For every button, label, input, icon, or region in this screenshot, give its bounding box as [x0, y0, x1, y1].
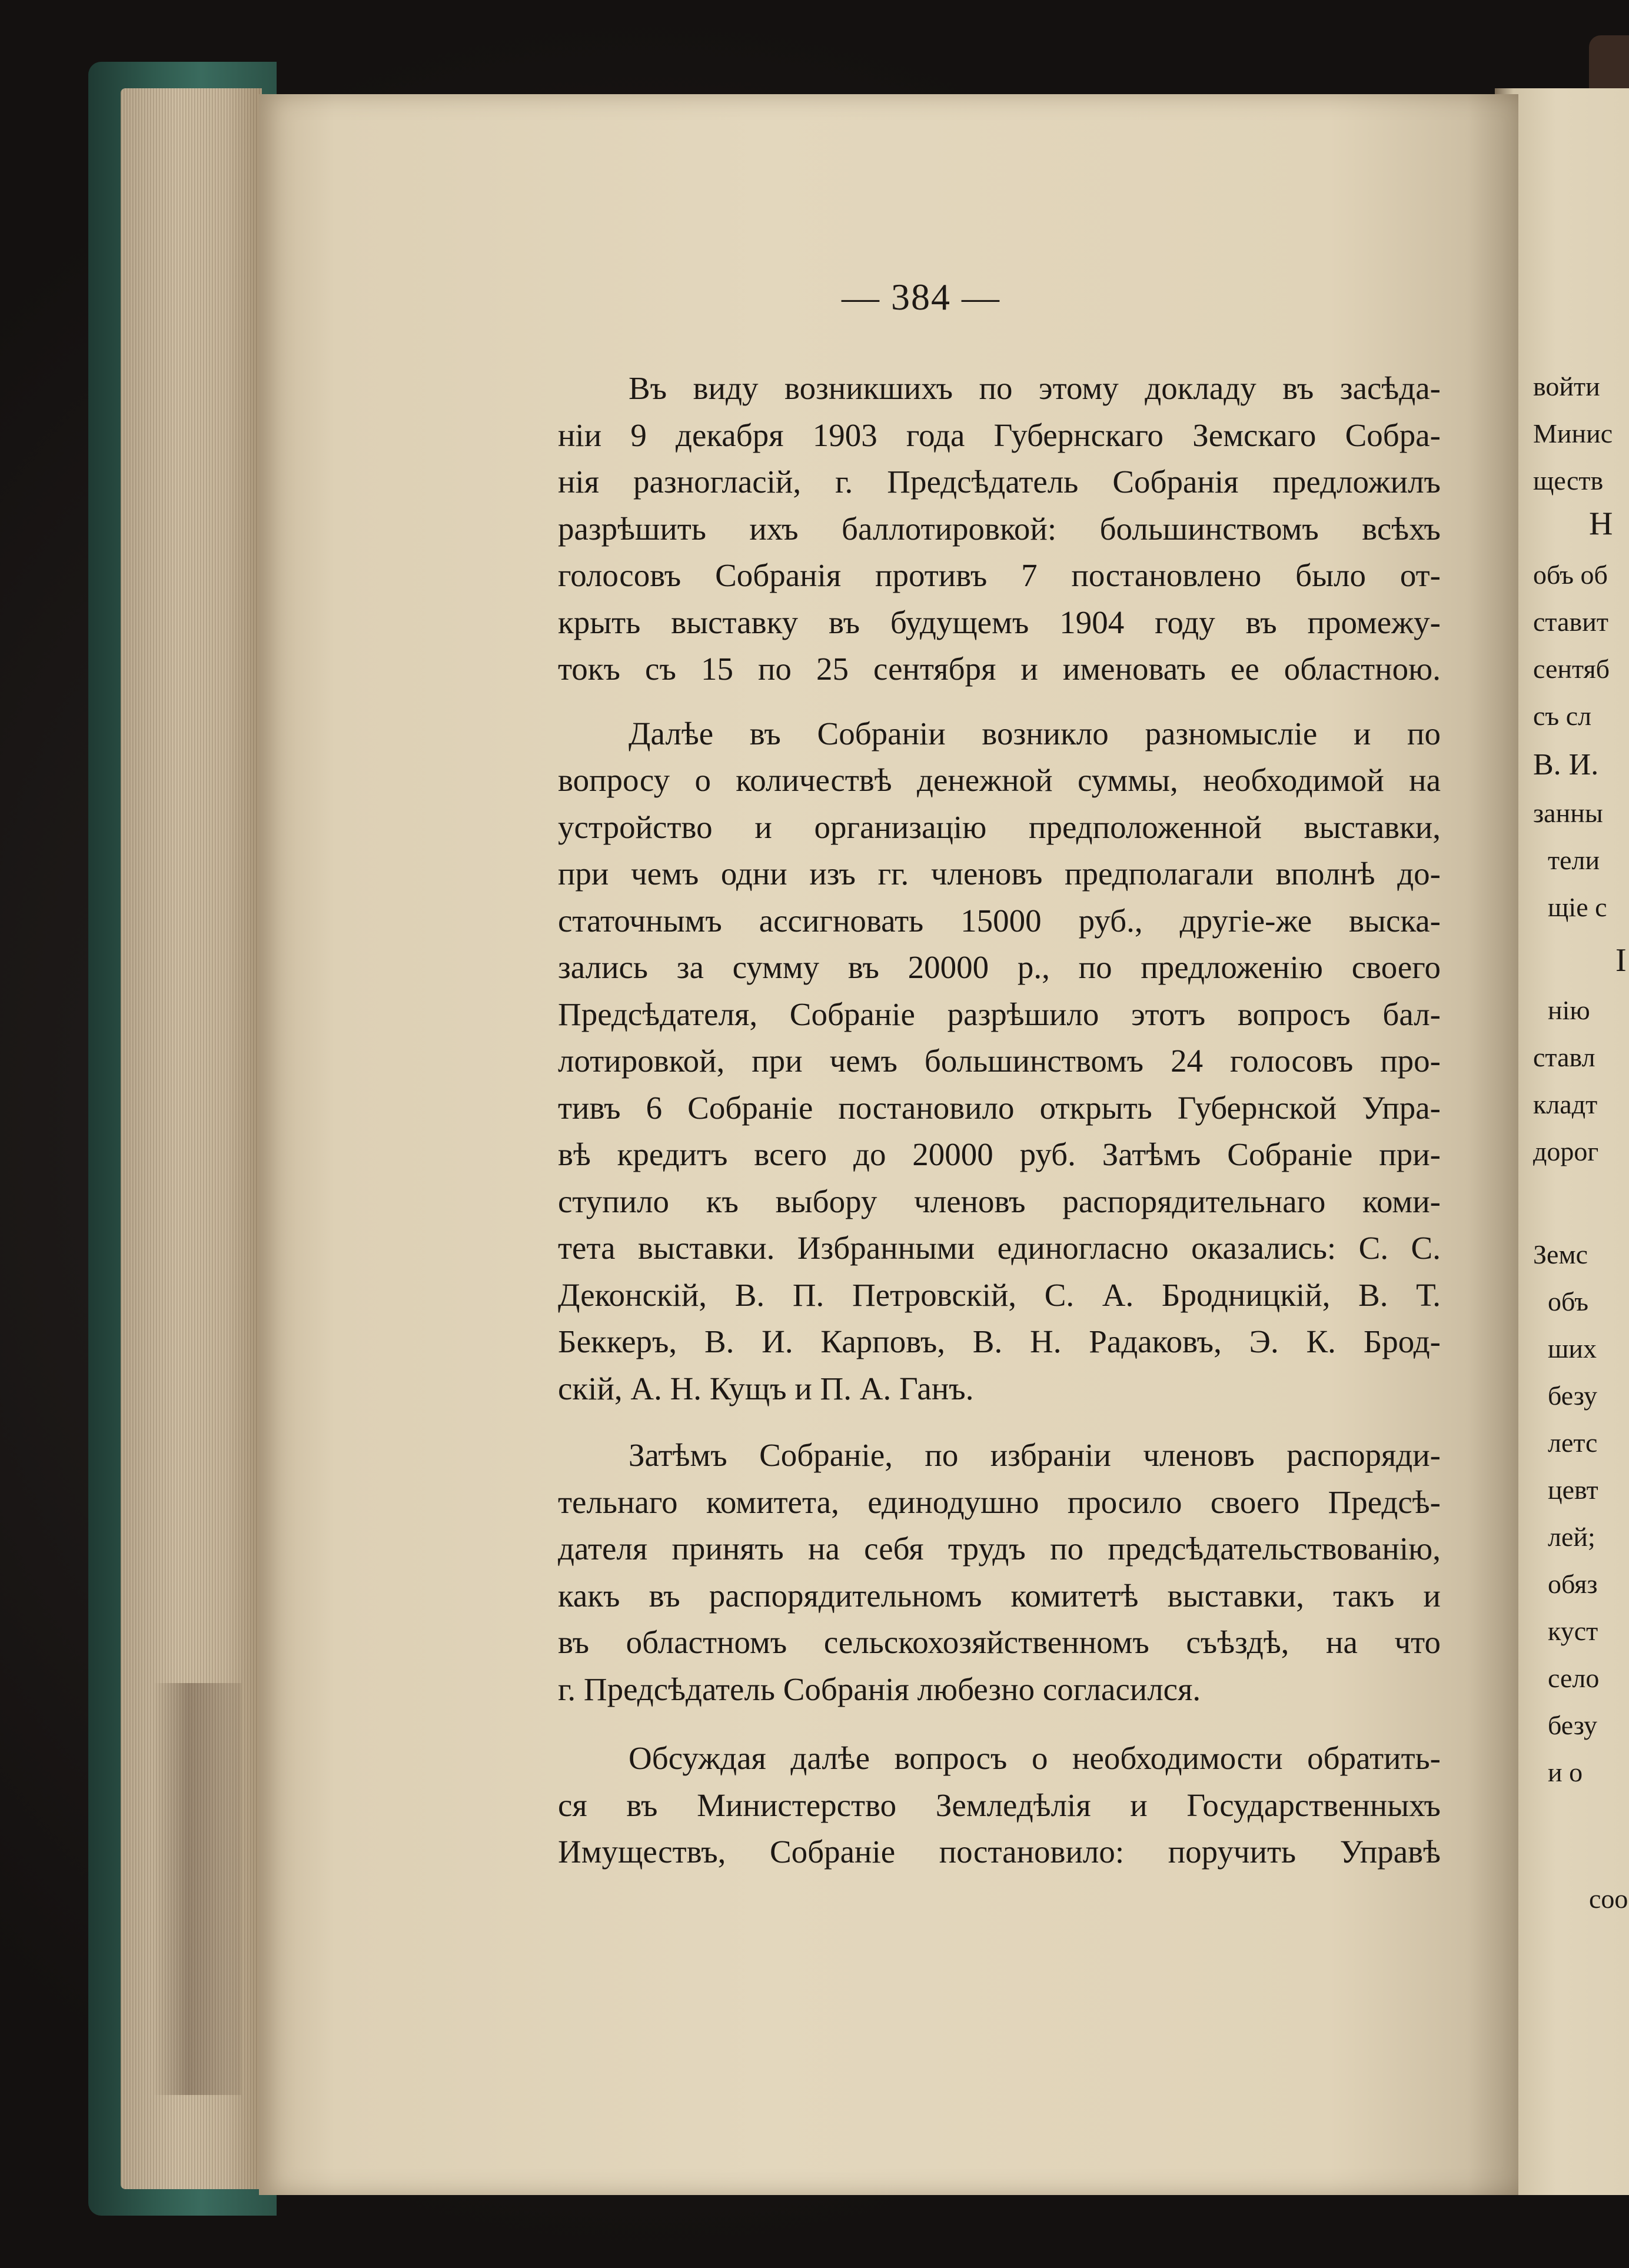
text-line: дателя принять на себя трудъ по предсѣдательствованію, [558, 1531, 1441, 1567]
text-line: голосовъ Собранія противъ 7 постановлено было от- [558, 557, 1441, 593]
text-line: тивъ 6 Собраніе постановило открыть Губернской Упра- [558, 1089, 1441, 1126]
right-page-fragment: ставл [1533, 1042, 1595, 1072]
text-line: Далѣе въ Собраніи возникло разномысліе и по [629, 715, 1441, 751]
right-page-fragment: безу [1548, 1710, 1597, 1740]
text-line: ступило къ выбору членовъ распорядительнаго коми- [558, 1183, 1441, 1219]
right-page-fragment: цевт [1548, 1475, 1598, 1505]
right-page-fragment: село [1548, 1663, 1600, 1693]
right-page-fragment: занны [1533, 798, 1603, 828]
right-page-fragment: объ [1548, 1286, 1589, 1316]
text-line: устройство и организацію предположенной выставки, [558, 809, 1441, 845]
text-line: Обсуждая далѣе вопросъ о необходимости обратить- [629, 1740, 1441, 1776]
right-page-fragment: кладт [1533, 1089, 1598, 1119]
right-page-fragment: В. И. [1533, 748, 1599, 782]
text-line: ся въ Министерство Земледѣлія и Государственныхъ [558, 1787, 1441, 1823]
text-line: тета выставки. Избранными единогласно оказались: С. С. [558, 1230, 1441, 1266]
text-line: статочнымъ ассигновать 15000 руб., другіе-же выска- [558, 902, 1441, 939]
text-line: Имуществъ, Собраніе постановило: поручить Управѣ [558, 1834, 1441, 1870]
text-line: ніи 9 декабря 1903 года Губернскаго Земскаго Собра- [558, 417, 1441, 453]
text-line: Предсѣдателя, Собраніе разрѣшило этотъ вопросъ бал- [558, 996, 1441, 1032]
right-page-fragment: куст [1548, 1616, 1598, 1646]
right-page-fragment: ших [1548, 1333, 1597, 1364]
paragraph-3 [558, 1432, 1441, 1712]
text-line: вѣ кредитъ всего до 20000 руб. Затѣмъ Собраніе при- [558, 1136, 1441, 1172]
paragraph-1 [558, 365, 1441, 693]
page-number: — 384 — [842, 276, 1000, 318]
right-page-fragment: войти [1533, 371, 1600, 401]
right-page-fragment: тели [1548, 845, 1600, 875]
text-line: токъ съ 15 по 25 сентября и именовать ее областною. [558, 651, 1441, 687]
text-line: какъ въ распорядительномъ комитетѣ выставки, такъ и [558, 1577, 1441, 1614]
right-page-fragment: лей; [1548, 1522, 1595, 1552]
text-line: Затѣмъ Собраніе, по избраніи членовъ распоряди- [629, 1437, 1441, 1473]
right-page-fragment: объ об [1533, 560, 1608, 590]
text-line: въ областномъ сельскохозяйственномъ съѣздѣ, на что [558, 1624, 1441, 1660]
text-line: вопросу о количествѣ денежной суммы, необходимой на [558, 762, 1441, 798]
text-line: скій, А. Н. Кущъ и П. А. Ганъ. [558, 1370, 974, 1406]
text-line: Беккеръ, В. И. Карповъ, В. Н. Радаковъ, Э. К. Брод- [558, 1323, 1441, 1359]
right-page-fragment: Н [1589, 506, 1613, 542]
right-page-fragment: дорог [1533, 1136, 1599, 1166]
right-page-fragment: нію [1548, 995, 1590, 1025]
right-page-fragment: І [1615, 942, 1627, 979]
page-text [558, 365, 1441, 1875]
right-page-fragment: безу [1548, 1381, 1597, 1411]
text-line: крыть выставку въ будущемъ 1904 году въ промежу- [558, 604, 1441, 640]
text-line: тельнаго комитета, единодушно просило своего Предсѣ- [558, 1484, 1441, 1520]
text-line: г. Предсѣдатель Собранія любезно согласился. [558, 1671, 1201, 1707]
right-page-fragment: и о [1548, 1757, 1583, 1787]
right-page-fragment: съ сл [1533, 701, 1592, 731]
right-page-fragment: ставит [1533, 607, 1608, 637]
right-page-fragment: обяз [1548, 1569, 1598, 1599]
text-line: зались за сумму въ 20000 р., по предложенію своего [558, 949, 1441, 985]
edge-stain [153, 1683, 241, 2095]
text-line: Въ виду возникшихъ по этому докладу въ засѣда- [629, 370, 1441, 406]
right-page-fragment: Земс [1533, 1239, 1588, 1269]
text-line: при чемъ одни изъ гг. членовъ предполагали вполнѣ до- [558, 856, 1441, 892]
right-page-fragment: Минис [1533, 418, 1613, 448]
right-page-fragment: ществ [1533, 465, 1604, 495]
paragraph-4 [558, 1735, 1441, 1875]
right-page-fragment: летс [1548, 1428, 1598, 1458]
text-line: лотировкой, при чемъ большинствомъ 24 голосовъ про- [558, 1043, 1441, 1079]
text-line: Деконскій, В. П. Петровскій, С. А. Бродницкій, В. Т. [558, 1276, 1441, 1313]
text-line: нія разногласій, г. Предсѣдатель Собранія предложилъ [558, 464, 1441, 500]
paragraph-2 [558, 710, 1441, 1412]
text-line: разрѣшить ихъ баллотировкой: большинствомъ всѣхъ [558, 510, 1441, 547]
right-page-fragment: соо [1589, 1884, 1628, 1914]
right-page-fragment: сентяб [1533, 654, 1610, 684]
right-page-fragment: щіе с [1548, 892, 1607, 922]
